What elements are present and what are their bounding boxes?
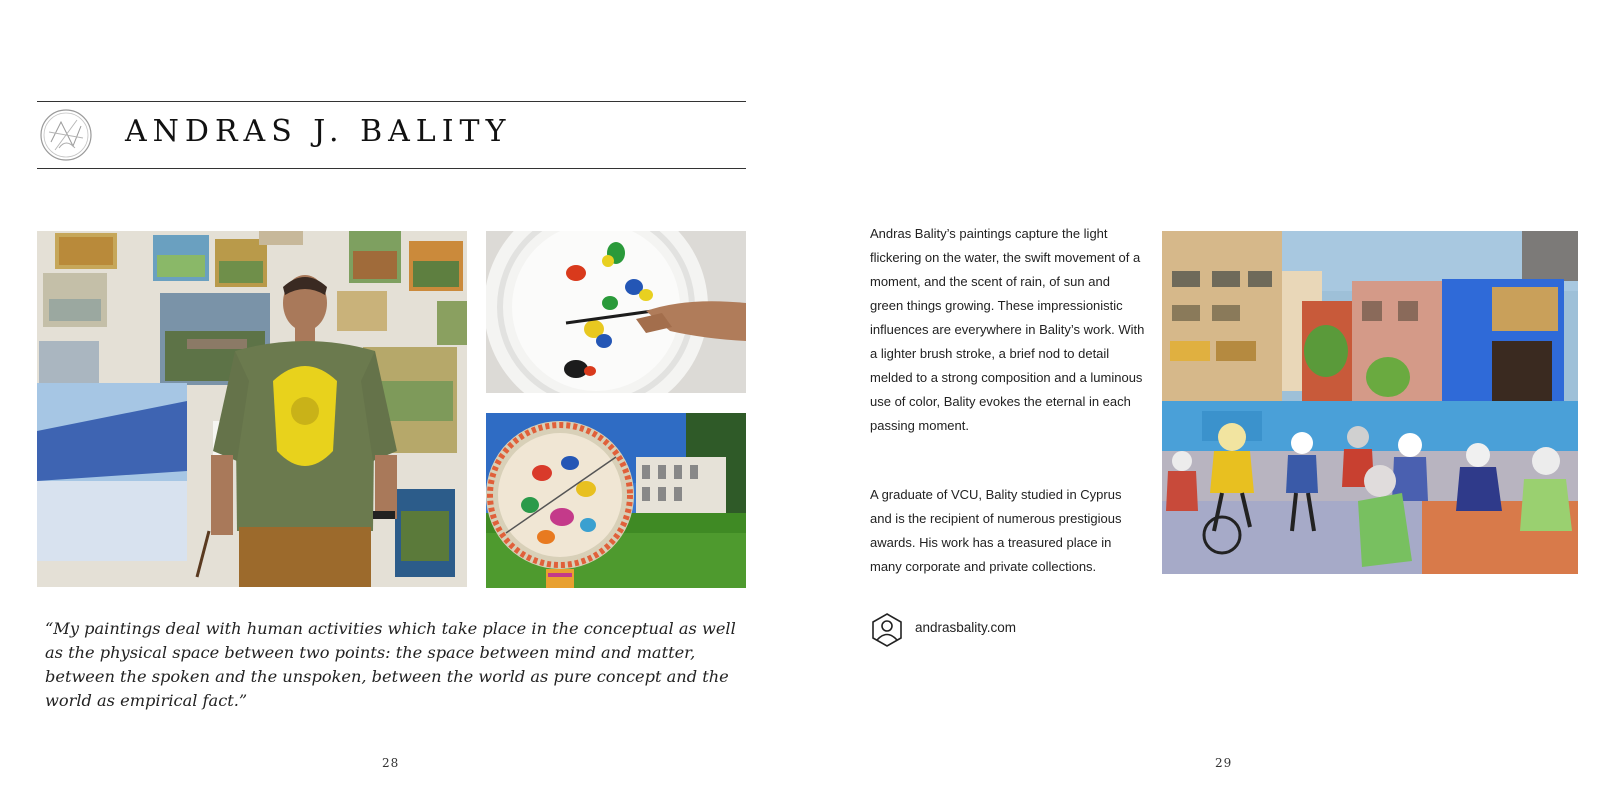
artist-website-link[interactable]: andrasbality.com (915, 620, 1017, 635)
page-number-right: 29 (1215, 756, 1233, 770)
palette-photo (486, 231, 746, 393)
artist-studio-photo (37, 231, 467, 587)
person-hexagon-icon (870, 613, 904, 647)
header-rule-top (37, 101, 746, 102)
header-rule-bottom (37, 168, 746, 169)
cyclists-painting (1162, 231, 1578, 574)
page-number-left: 28 (382, 756, 400, 770)
bio-paragraph-1: Andras Bality’s paintings capture the light flickering on the water, the swift movement of a moment, and the scent of rain, of sun and green things growing. These impressionistic influences are everywhere in Bality’s work. With a lighter brush stroke, a brief nod to detail melded to a strong composition and a luminous use of color, Bality evokes the eternal in each passing moment. (870, 226, 1145, 433)
artist-quote: “My paintings deal with human activities which take place in the conceptual as well as the physical space between two points: the space between mind and matter, between the spoken and the unspoken, between the world as pure concept and the world as empirical fact.” (45, 619, 736, 710)
bio-paragraph-2: A graduate of VCU, Bality studied in Cyprus and is the recipient of numerous prestigious awards. His work has a treasured place in many corporate and private collections. (870, 487, 1122, 574)
artist-name-heading: ANDRAS J. BALITY (125, 114, 512, 149)
circular-sketch-logo-icon (39, 108, 93, 162)
sculpture-photo (486, 413, 746, 588)
